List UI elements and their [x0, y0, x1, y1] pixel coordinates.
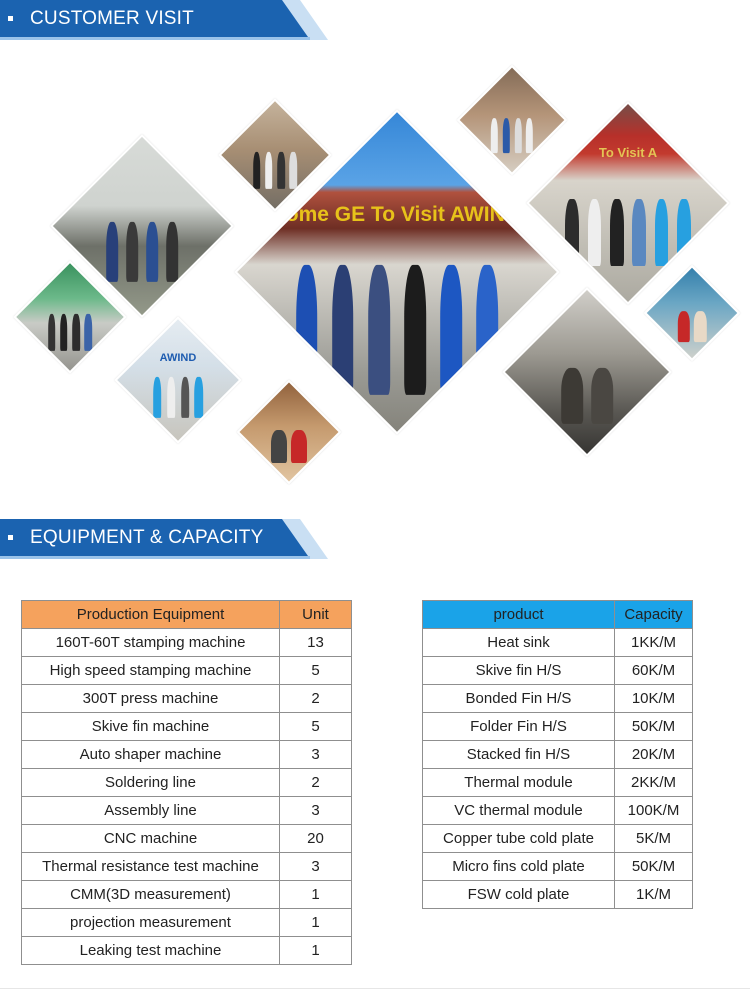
table-row [423, 769, 693, 797]
table-row [22, 769, 352, 797]
product-capacity: 50K/M [615, 713, 693, 741]
table-row [22, 853, 352, 881]
welcome-banner-text: come GE To Visit AWIND [274, 203, 520, 227]
column-header: product [423, 601, 615, 629]
customer-visit-collage [0, 55, 750, 495]
table-row [22, 685, 352, 713]
customer-visit-banner [0, 0, 330, 40]
equipment-unit: 2 [280, 769, 352, 797]
table-row [22, 629, 352, 657]
column-header: Production Equipment [22, 601, 280, 629]
product-capacity: 20K/M [615, 741, 693, 769]
product-capacity: 1KK/M [615, 629, 693, 657]
equipment-name: CMM(3D measurement) [22, 881, 280, 909]
equipment-unit: 13 [280, 629, 352, 657]
table-row [22, 825, 352, 853]
product-name: VC thermal module [423, 797, 615, 825]
section-title: EQUIPMENT & CAPACITY [30, 527, 264, 548]
table-row [22, 657, 352, 685]
table-header-row [22, 601, 352, 629]
product-capacity: 2KK/M [615, 769, 693, 797]
bottom-divider [0, 988, 750, 989]
table-row [22, 797, 352, 825]
awind-logo-text: AWIND [159, 352, 197, 365]
table-row [423, 825, 693, 853]
product-name: FSW cold plate [423, 881, 615, 909]
table-row [423, 741, 693, 769]
product-capacity: 100K/M [615, 797, 693, 825]
visit-photo-3 [457, 65, 567, 175]
visit-sign-text: To Visit A [598, 144, 658, 160]
equipment-name: Leaking test machine [22, 937, 280, 965]
table-row [423, 881, 693, 909]
product-name: Stacked fin H/S [423, 741, 615, 769]
equipment-unit: 20 [280, 825, 352, 853]
equipment-name: Skive fin machine [22, 713, 280, 741]
table-row [22, 881, 352, 909]
table-row [423, 713, 693, 741]
table-row [423, 853, 693, 881]
equipment-unit: 3 [280, 853, 352, 881]
banner-bullet-icon [8, 16, 13, 21]
product-name: Heat sink [423, 629, 615, 657]
table-row [22, 937, 352, 965]
equipment-unit: 5 [280, 713, 352, 741]
product-name: Folder Fin H/S [423, 713, 615, 741]
visit-photo-7 [237, 380, 342, 485]
equipment-name: CNC machine [22, 825, 280, 853]
visit-photo-9 [644, 265, 740, 361]
table-row [22, 713, 352, 741]
product-name: Copper tube cold plate [423, 825, 615, 853]
equipment-unit: 3 [280, 741, 352, 769]
section-title: CUSTOMER VISIT [30, 8, 194, 29]
equipment-name: Assembly line [22, 797, 280, 825]
equipment-unit: 1 [280, 909, 352, 937]
equipment-capacity-banner [0, 519, 330, 559]
product-capacity: 1K/M [615, 881, 693, 909]
product-name: Thermal module [423, 769, 615, 797]
equipment-name: High speed stamping machine [22, 657, 280, 685]
production-equipment-table [21, 600, 352, 965]
product-capacity: 50K/M [615, 853, 693, 881]
product-capacity: 10K/M [615, 685, 693, 713]
equipment-name: Soldering line [22, 769, 280, 797]
product-name: Skive fin H/S [423, 657, 615, 685]
equipment-unit: 2 [280, 685, 352, 713]
product-name: Bonded Fin H/S [423, 685, 615, 713]
table-row [22, 909, 352, 937]
equipment-name: 300T press machine [22, 685, 280, 713]
column-header: Capacity [615, 601, 693, 629]
table-header-row [423, 601, 693, 629]
equipment-name: 160T-60T stamping machine [22, 629, 280, 657]
table-row [423, 797, 693, 825]
banner-bullet-icon [8, 535, 13, 540]
table-row [423, 629, 693, 657]
table-row [423, 685, 693, 713]
table-row [423, 657, 693, 685]
product-name: Micro fins cold plate [423, 853, 615, 881]
product-capacity-table [422, 600, 693, 909]
equipment-name: Thermal resistance test machine [22, 853, 280, 881]
equipment-unit: 1 [280, 881, 352, 909]
equipment-unit: 3 [280, 797, 352, 825]
product-capacity: 5K/M [615, 825, 693, 853]
equipment-name: Auto shaper machine [22, 741, 280, 769]
equipment-unit: 1 [280, 937, 352, 965]
visit-photo-6 [114, 316, 241, 443]
column-header: Unit [280, 601, 352, 629]
equipment-unit: 5 [280, 657, 352, 685]
equipment-name: projection measurement [22, 909, 280, 937]
table-row [22, 741, 352, 769]
product-capacity: 60K/M [615, 657, 693, 685]
